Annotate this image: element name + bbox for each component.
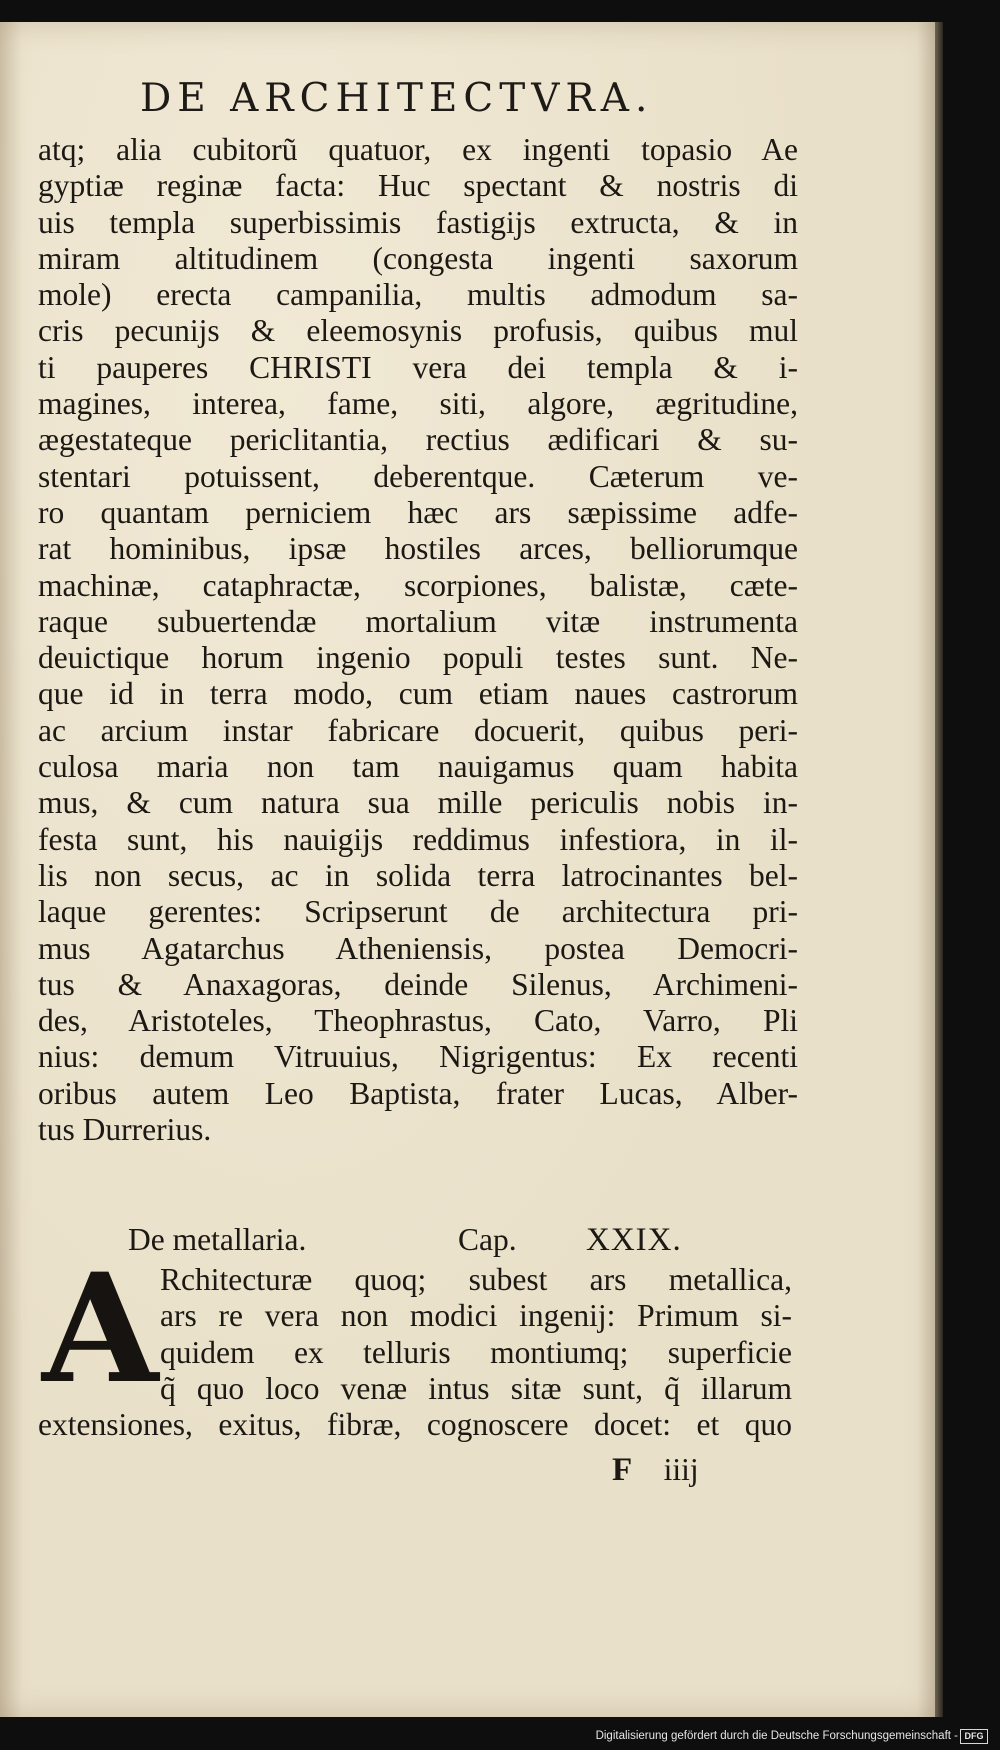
- text-line: tus Durrerius.: [38, 1112, 212, 1148]
- chapter-number: XXIX.: [586, 1222, 682, 1258]
- text-line: mole) erecta campanilia, multis admodum sa-: [38, 277, 798, 313]
- text-line: ars re vera non modici ingenij: Primum si-: [160, 1298, 792, 1334]
- signature-letter: F: [612, 1452, 633, 1488]
- chapter-indented-text: [160, 1262, 792, 1407]
- text-line: ro quantam perniciem hæc ars sæpissime adfe-: [38, 494, 798, 530]
- text-line: festa sunt, his nauigijs reddimus infestiora, in il-: [38, 821, 798, 857]
- text-line: stentari potuissent, deberentque. Cæterum ve-: [38, 458, 798, 494]
- text-line: gyptiæ reginæ facta: Huc spectant & nostris di: [38, 168, 798, 204]
- text-line: Rchitecturæ quoq; subest ars metallica,: [160, 1262, 792, 1297]
- text-line: des, Aristoteles, Theophrastus, Cato, Varro, Pli: [38, 1003, 798, 1039]
- signature-number: iiij: [663, 1452, 699, 1487]
- text-line: extensiones, exitus, fibræ, cognoscere docet: et quo: [38, 1407, 792, 1442]
- text-line: rat hominibus, ipsæ hostiles arces, belliorumque: [38, 531, 798, 567]
- text-line: lis non secus, ac in solida terra latrocinantes bel-: [38, 857, 798, 893]
- signature-mark: [612, 1452, 732, 1489]
- chapter-heading: [128, 1222, 728, 1262]
- text-line: ac arcium instar fabricare docuerit, quibus peri-: [38, 712, 798, 748]
- text-line: magines, interea, fame, siti, algore, ægritudine,: [38, 386, 798, 422]
- chapter-full-text: [38, 1407, 792, 1443]
- text-line: que id in terra modo, cum etiam naues castrorum: [38, 676, 798, 712]
- text-line: oribus autem Leo Baptista, frater Lucas, Alber-: [38, 1075, 798, 1111]
- footer-credit: Digitalisierung gefördert durch die Deutsche Forschungsgemeinschaft -: [595, 1730, 958, 1742]
- page-edge: [935, 22, 943, 1717]
- running-head: DE ARCHITECTVRA.: [140, 76, 654, 121]
- text-line: uis templa superbissimis fastigijs extructa, & in: [38, 204, 798, 240]
- text-line: mus Agatarchus Atheniensis, postea Democri-: [38, 930, 798, 966]
- text-line: culosa maria non tam nauigamus quam habita: [38, 749, 798, 785]
- text-line: nius: demum Vitruuius, Nigrigentus: Ex recenti: [38, 1039, 798, 1075]
- text-line: machinæ, cataphractæ, scorpiones, balistæ, cæte-: [38, 567, 798, 603]
- chapter-title: De metallaria.: [128, 1222, 307, 1257]
- text-line: mus, & cum natura sua mille periculis nobis in-: [38, 785, 798, 821]
- text-line: ti pauperes CHRISTI vera dei templa & i-: [38, 349, 798, 385]
- chapter-cap-label: Cap.: [458, 1222, 517, 1257]
- text-line: tus & Anaxagoras, deinde Silenus, Archimeni-: [38, 966, 798, 1002]
- text-line: raque subuertendæ mortalium vitæ instrumenta: [38, 603, 798, 639]
- text-line: miram altitudinem (congesta ingenti saxorum: [38, 240, 798, 276]
- text-line: laque gerentes: Scripserunt de architectura pri-: [38, 894, 798, 930]
- text-line: cris pecunijs & eleemosynis profusis, quibus mul: [38, 313, 798, 349]
- text-line: atq; alia cubitorũ quatuor, ex ingenti topasio Ae: [38, 132, 798, 167]
- text-line: deuictique horum ingenio populi testes sunt. Ne-: [38, 640, 798, 676]
- body-text: [38, 132, 798, 1148]
- decorated-initial: A: [42, 1241, 159, 1417]
- footer-bar: [0, 1722, 1000, 1750]
- text-line: q̃ quo loco venæ intus sitæ sunt, q̃ illarum: [160, 1370, 792, 1406]
- dfg-logo-icon: DFG: [960, 1729, 988, 1744]
- text-line: ægestateque periclitantia, rectius ædificari & su-: [38, 422, 798, 458]
- text-line: quidem ex telluris montiumq; superficie: [160, 1334, 792, 1370]
